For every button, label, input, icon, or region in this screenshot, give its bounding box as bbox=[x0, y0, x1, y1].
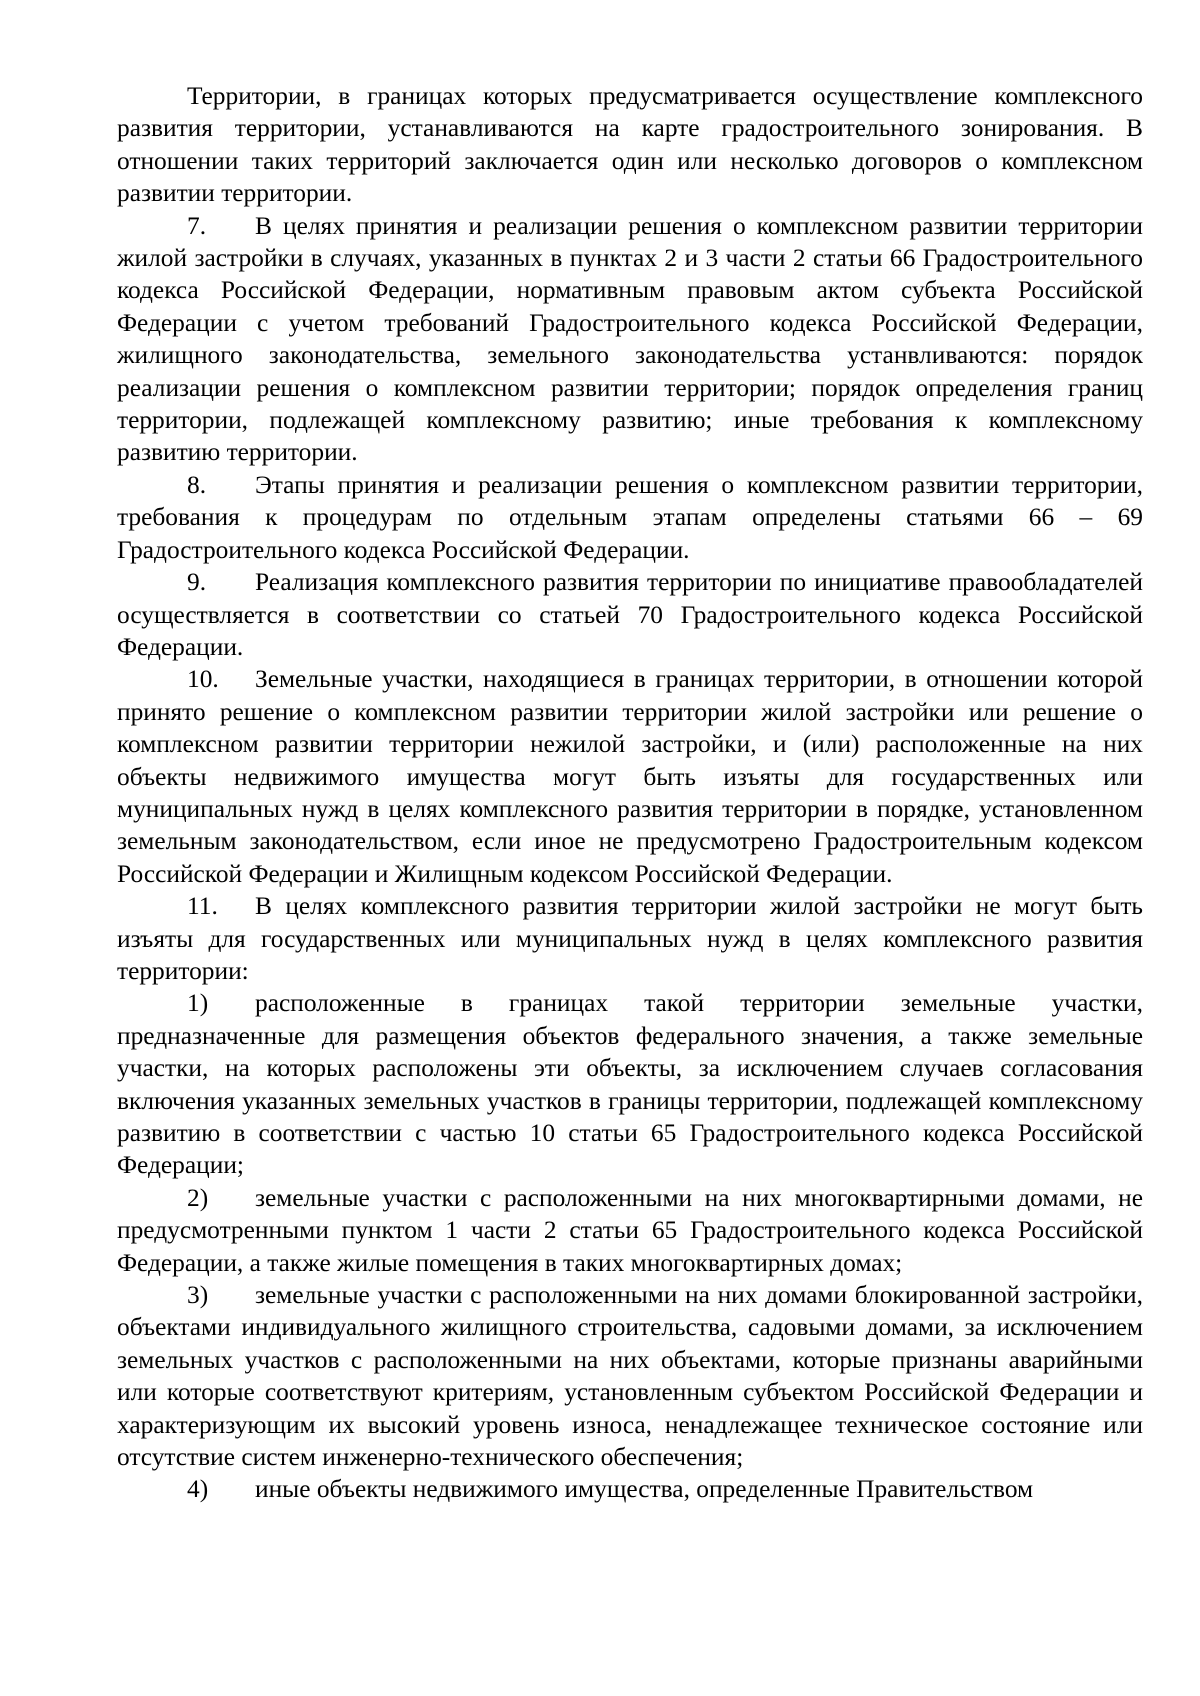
paragraph-number: 9. bbox=[187, 568, 207, 597]
paragraph-8 bbox=[117, 469, 1143, 566]
document-page bbox=[117, 80, 1143, 1506]
paragraph-number: 8. bbox=[187, 470, 207, 499]
list-item-number: 3) bbox=[187, 1281, 209, 1310]
paragraph-intro bbox=[117, 80, 1143, 210]
list-item-number: 2) bbox=[187, 1183, 209, 1212]
paragraph-text: В целях комплексного развития территории жилой застройки не могут быть изъяты для государственных или муниципальных нужд в целях комплексного развития территории: bbox=[117, 892, 1143, 985]
list-item-2 bbox=[117, 1182, 1143, 1279]
paragraph-text: Земельные участки, находящиеся в границах территории, в отношении которой принято решение о комплексном развитии территории жилой застройки или решение о комплексном развитии территории нежилой застройки, и (или) расположенные на них объекты недвижимого имущества могут быть изъяты для государственных или муниципальных нужд в целях комплексного развития территории в порядке, установленном земельным законодательством, если иное не предусмотрено Градостроительным кодексом Российской Федерации и Жилищным кодексом Российской Федерации. bbox=[117, 665, 1143, 888]
paragraph-11 bbox=[117, 890, 1143, 987]
list-item-text: земельные участки с расположенными на них многоквартирными домами, не предусмотренными пунктом 1 части 2 статьи 65 Градостроительного кодекса Российской Федерации, а также жилые помещения в таких многоквартирных домах; bbox=[117, 1183, 1143, 1277]
list-item-text: земельные участки с расположенными на них домами блокированной застройки, объектами индивидуального жилищного строительства, садовыми домами, за исключением земельных участков с расположенными на них объектами, которые признаны аварийными или которые соответствуют критериям, установленным субъектом Российской Федерации и характеризующим их высокий уровень износа, ненадлежащее техническое состояние или отсутствие систем инженерно-технического обеспечения; bbox=[117, 1281, 1143, 1472]
paragraph-number: 11. bbox=[187, 892, 218, 921]
paragraph-text: Этапы принятия и реализации решения о комплексном развитии территории, требования к процедурам по отдельным этапам определены статьями 66 – 69 Градостроительного кодекса Российской Федерации. bbox=[117, 470, 1143, 564]
paragraph-7 bbox=[117, 210, 1143, 469]
paragraph-text: В целях принятия и реализации решения о комплексном развитии территории жилой застройки в случаях, указанных в пунктах 2 и 3 части 2 статьи 66 Градостроительного кодекса Российской Федерации, нормативным правовым актом субъекта Российской Федерации с учетом требований Градостроительного кодекса Российской Федерации, жилищного законодательства, земельного законодательства устанвливаются: порядок реализации решения о комплексном развитии территории; порядок определения границ территории, подлежащей комплексному развитию; иные требования к комплексному развитию территории. bbox=[117, 211, 1143, 467]
paragraph-10 bbox=[117, 663, 1143, 890]
paragraph-number: 10. bbox=[187, 665, 219, 694]
list-item-number: 4) bbox=[187, 1475, 209, 1504]
list-item-text: иные объекты недвижимого имущества, определенные Правительством bbox=[255, 1475, 1034, 1504]
list-item-number: 1) bbox=[187, 989, 209, 1018]
paragraph-number: 7. bbox=[187, 211, 207, 240]
paragraph-9 bbox=[117, 566, 1143, 663]
paragraph-text: Реализация комплексного развития территории по инициативе правообладателей осуществляется в соответствии со статьей 70 Градостроительного кодекса Российской Федерации. bbox=[117, 568, 1143, 661]
list-item-text: расположенные в границах такой территории земельные участки, предназначенные для размещения объектов федерального значения, а также земельные участки, на которых расположены эти объекты, за исключением случаев согласования включения указанных земельных участков в границы территории, подлежащей комплексному развитию в соответствии с частью 10 статьи 65 Градостроительного кодекса Российской Федерации; bbox=[117, 989, 1143, 1180]
list-item-1 bbox=[117, 987, 1143, 1181]
paragraph-text: Территории, в границах которых предусматривается осуществление комплексного развития территории, устанавливаются на карте градостроительного зонирования. В отношении таких территорий заключается один или несколько договоров о комплексном развитии территории. bbox=[117, 82, 1143, 208]
list-item-3 bbox=[117, 1279, 1143, 1473]
list-item-4 bbox=[117, 1473, 1143, 1505]
